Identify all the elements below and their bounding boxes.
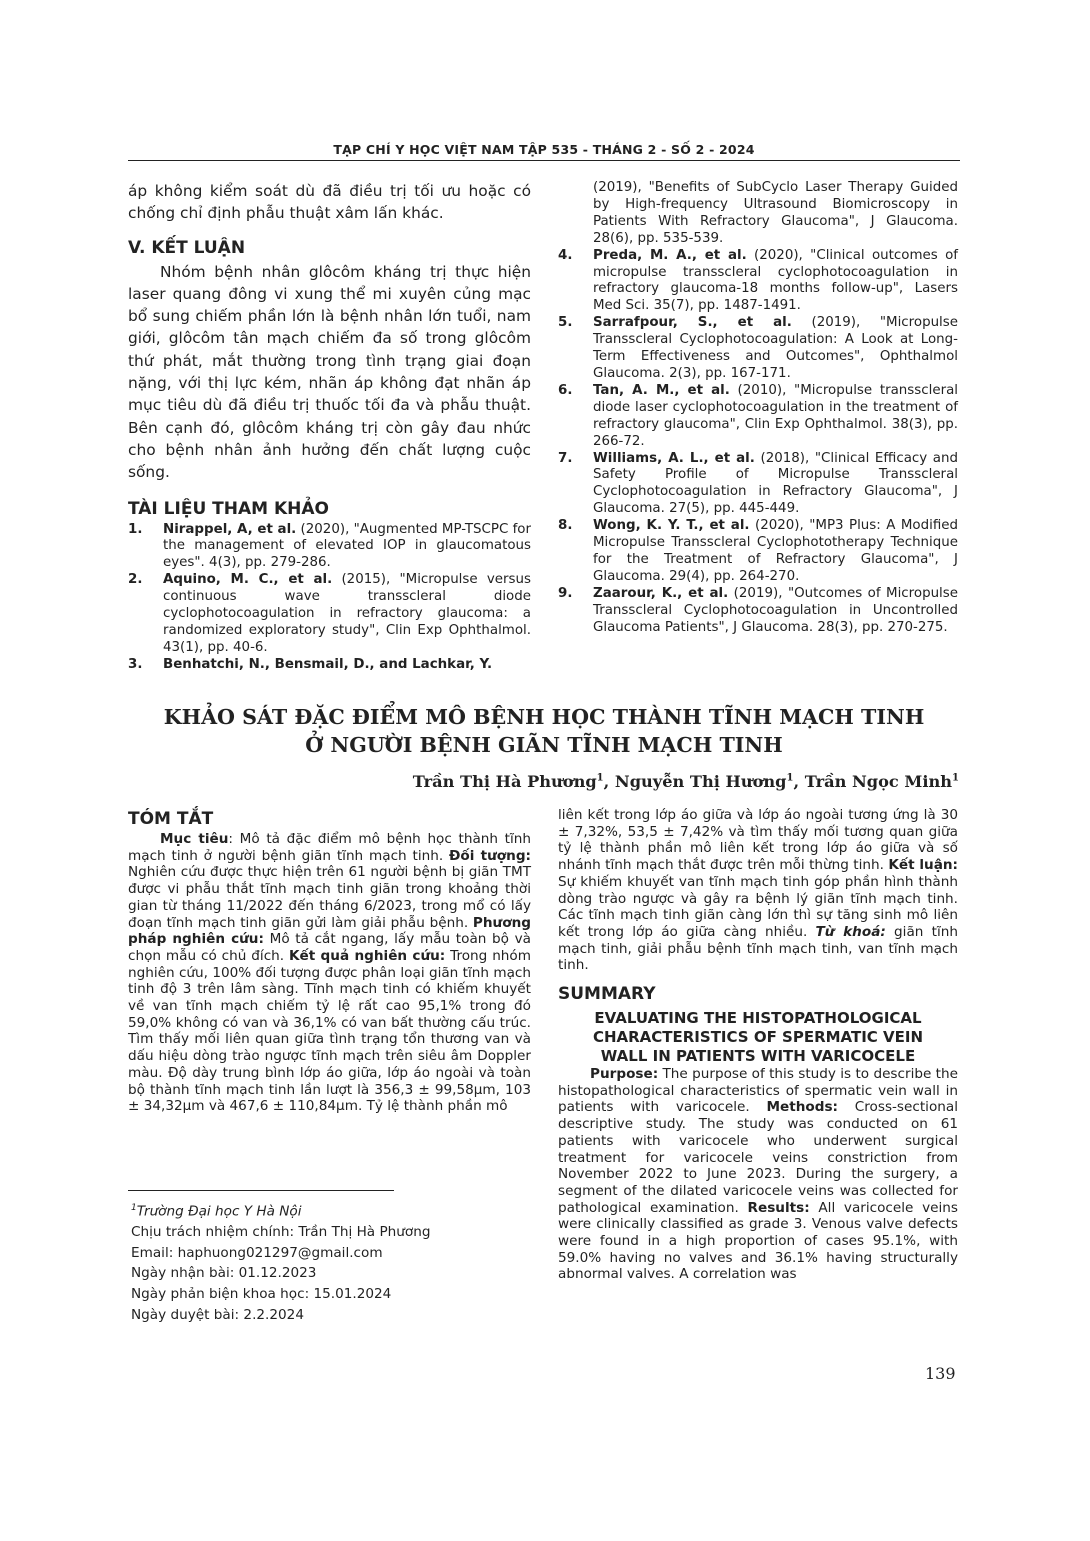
author-affiliation-sup: 1 (596, 772, 604, 784)
reference-item: 8. Wong, K. Y. T., et al. (2020), "MP3 Plus: A Modified Micropulse Transscleral Cyclophototherapy Technique for the Treatment of Refractory Glaucoma", J Glaucoma. 29(4), pp. 264-270. (558, 518, 958, 584)
abstract-vi-heading: TÓM TẮT (128, 809, 214, 829)
journal-header: TẠP CHÍ Y HỌC VIỆT NAM TẬP 535 - THÁNG 2 - SỐ 2 - 2024 (333, 142, 755, 157)
label-methods: Methods: (766, 1099, 838, 1116)
email-line: Email: haphuong021297@gmail.com (131, 1244, 383, 1261)
footnote-rule (128, 1190, 394, 1191)
label-phuong-phap: Phương pháp nghiên cứu: (128, 914, 531, 948)
author-list: Trần Thị Hà Phương$^1$, Nguyễn Thị Hương$^1$, Trần Ngọc Minh$^1$ (412, 772, 959, 791)
responsible-author: Chịu trách nhiệm chính: Trần Thị Hà Phương (131, 1224, 431, 1241)
label-results: Results: (747, 1199, 810, 1216)
reference-item: 4. Preda, M. A., et al. (2020), "Clinical outcomes of micropulse transscleral cyclophotocoagulation in refractory glaucoma-18 months follow-up", Lasers Med Sci. 35(7), pp. 1487-1491. (558, 247, 958, 314)
upper-left-column (128, 180, 531, 674)
label-ket-qua: Kết quả nghiên cứu: (289, 947, 446, 964)
abstract-continued-column (558, 807, 958, 1283)
reference-list-left (128, 522, 531, 674)
reference-item: 5. Sarrafpour, S., et al. (2019), "Micropulse Transscleral Cyclophotocoagulation: A Look at Long-Term Effectiveness and Outcomes", Ophthalmol Glaucoma. 2(3), pp. 167-171. (558, 315, 958, 381)
reference-list-right (558, 180, 958, 636)
abstract-vi-column (128, 808, 531, 1115)
affiliation-note: $^1$Trường Đại học Y Hà Nội (131, 1203, 302, 1220)
reference-item-continued: (2019), "Benefits of SubCyclo Laser Therapy Guided by High-frequency Ultrasound Biomicroscopy in Patients With Refractory Glaucoma", J Glaucoma. 28(6), pp. 535-539. (593, 180, 958, 246)
abstract-vi-continued: liên kết trong lớp áo giữa và lớp áo ngoài tương ứng là 30 ± 7,32%, 53,5 ± 7,42% và tìm thấy mối tương quan giữa tỷ lệ thành phần mô liên kết trong lớp áo giữa và số nhánh tĩnh mạch thắt được trên mỗi thừng tinh. Kết luận: Sự khiếm khuyết van tĩnh mạch tinh góp phần hình thành dòng trào ngược và gây ra bệnh lý giãn tĩnh mạch tinh. Các tĩnh mạch tinh giãn càng lớn thì sự tăng sinh mô liên kết trong lớp áo giữa càng nhiều. Từ khoá: giãn tĩnh mạch tinh, giải phẫu bệnh tĩnh mạch tinh, van tĩnh mạch tinh. (558, 807, 958, 974)
intro-paragraph: áp không kiểm soát dù đã điều trị tối ưu hoặc có chống chỉ định phẫu thuật xâm lấn khác. (128, 182, 531, 223)
summary-title: EVALUATING THE HISTOPATHOLOGICAL CHARACTERISTICS OF SPERMATIC VEIN WALL IN PATIENTS WITH VARICOCELE (592, 1009, 924, 1066)
reference-item: 6. Tan, A. M., et al. (2010), "Micropulse transscleral diode laser cyclophotocoagulation in the treatment of refractory glaucoma", Clin Exp Ophthalmol. 38(3), pp. 266-72. (558, 382, 958, 449)
author-name: Trần Thị Hà Phương (412, 772, 597, 791)
author-name: Nguyễn Thị Hương (614, 772, 787, 791)
summary-text: Purpose: The purpose of this study is to describe the histopathological characteristics of spermatic vein wall in patients with varicocele. Methods: Cross-sectional descriptive study. The study was conducted on 61 patients with varicocele who underwent surgical treatment for varicocele veins constriction from November 2022 to June 2023. During the surgery, a segment of the dilated varicocele veins was collected for pathological examination. Results: All varicocele veins were clinically classified as grade 3. Venous valve defects were found in a high proportion of cases 95.1%, with 59.0% having no valves and 36.1% having structurally abnormal valves. A correlation was (558, 1066, 958, 1283)
references-heading: TÀI LIỆU THAM KHẢO (128, 498, 329, 519)
reference-item: 7. Williams, A. L., et al. (2018), "Clinical Efficacy and Safety Profile of Micropulse Transscleral Cyclophotocoagulation in Refractory Glaucoma", J Glaucoma. 27(5), pp. 445-449. (558, 450, 958, 517)
conclusion-paragraph: Nhóm bệnh nhân glôcôm kháng trị thực hiện laser quang đông vi xung thể mi xuyên củng mạc bổ sung chiếm phần lớn là bệnh nhân lớn tuổi, nam giới, glôcôm tân mạch chiếm đa số trong glôcôm thứ phát, mắt thường trong tình trạng giai đoạn nặng, với thị lực kém, nhãn áp không đạt nhãn áp mục tiêu dù đã điều trị thuốc tối đa và phẫu thuật. Bên cạnh đó, glôcôm kháng trị còn gây đau nhức cho bệnh nhân ảnh hưởng đến chất lượng cuộc sống. (128, 262, 531, 482)
review-date: Ngày phản biện khoa học: 15.01.2024 (131, 1285, 392, 1302)
reference-item: 2. Aquino, M. C., et al. (2015), "Micropulse versus continuous wave transscleral diode cyclophotocoagulation in refractory glaucoma: a randomized exploratory study", Clin Exp Ophthalmol. 43(1), pp. 40-6. (128, 572, 531, 655)
received-date: Ngày nhận bài: 01.12.2023 (131, 1265, 317, 1282)
label-purpose: Purpose: (590, 1066, 659, 1083)
author-affiliation-sup: 1 (952, 772, 959, 784)
label-ket-luan: Kết luận: (888, 857, 958, 874)
page-number: 139 (925, 1364, 956, 1383)
header-rule (128, 160, 960, 161)
abstract-vi-text: Mục tiêu: Mô tả đặc điểm mô bệnh học thành tĩnh mạch tinh ở người bệnh giãn tĩnh mạch tinh. Đối tượng: Nghiên cứu được thực hiện trên 61 người bệnh bị giãn TMT được vi phẫu thắt tĩnh mạch tinh giãn trong khoảng thời gian từ tháng 11/2022 đến tháng 6/2023, trong mổ có lấy đoạn tĩnh mạch tinh giãn gửi làm giải phẫu bệnh. Phương pháp nghiên cứu: Mô tả cắt ngang, lấy mẫu toàn bộ và chọn mẫu có chủ đích. Kết quả nghiên cứu: Trong nhóm nghiên cứu, 100% đối tượng được phân loại giãn tĩnh mạch tinh độ 3 trên lâm sàng. Tĩnh mạch tinh có khiếm khuyết về van tĩnh mạch chiếm tỷ lệ rất cao 95,1% trong đó 59,0% không có van và 36,1% có van bất thường cấu trúc. Tìm thấy mối liên quan giữa tình trạng tổn thương van và dấu hiệu dòng trào ngược tĩnh mạch trên siêu âm Doppler màu. Độ dày trung bình lớp áo giữa, lớp áo ngoài và toàn bộ thành tĩnh mạch tinh lần lượt là 356,3 ± 99,58µm, 103 ± 34,32µm và 467,6 ± 110,84µm. Tỷ lệ thành phần mô (128, 831, 531, 1115)
upper-right-column (558, 180, 958, 636)
author-name: Trần Ngọc Minh (804, 772, 953, 791)
label-muc-tieu: Mục tiêu (160, 831, 229, 847)
conclusion-heading: V. KẾT LUẬN (128, 237, 246, 258)
label-doi-tuong: Đối tượng: (449, 847, 531, 864)
article-title (128, 703, 960, 759)
footnotes (131, 1198, 430, 1325)
reference-item: 9. Zaarour, K., et al. (2019), "Outcomes of Micropulse Transscleral Cyclophotocoagulation in Uncontrolled Glaucoma Patients", J Glaucoma. 28(3), pp. 270-275. (558, 585, 958, 635)
reference-item: 1. Nirappel, A, et al. (2020), "Augmented MP-TSCPC for the management of elevated IOP in glaucomatous eyes". 4(3), pp. 279-286. (128, 521, 531, 571)
article-title-line2: Ở NGƯỜI BỆNH GIÃN TĨNH MẠCH TINH (305, 733, 783, 757)
author-affiliation-sup: 1 (786, 772, 794, 784)
reference-item: 3. Benhatchi, N., Bensmail, D., and Lachkar, Y. (128, 656, 493, 672)
summary-heading: SUMMARY (558, 984, 656, 1005)
label-tu-khoa: Từ khoá: (815, 923, 886, 940)
article-title-line1: KHẢO SÁT ĐẶC ĐIỂM MÔ BỆNH HỌC THÀNH TĨNH MẠCH TINH (163, 705, 925, 729)
approval-date: Ngày duyệt bài: 2.2.2024 (131, 1306, 304, 1323)
